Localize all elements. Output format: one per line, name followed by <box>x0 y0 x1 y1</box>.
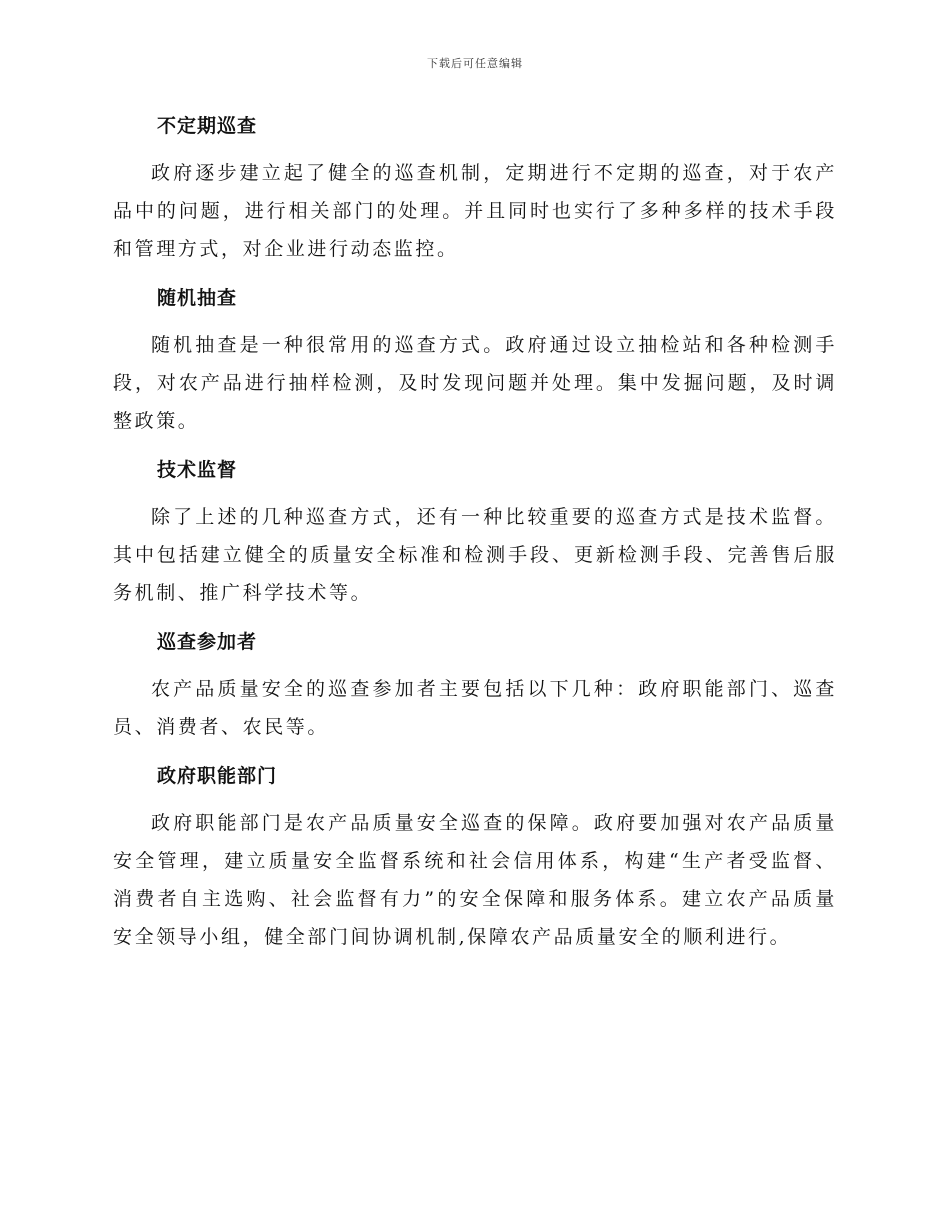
section-paragraph: 随机抽查是一种很常用的巡查方式。政府通过设立抽检站和各种检测手段，对农产品进行抽样检测，及时发现问题并处理。集中发掘问题，及时调整政策。 <box>113 334 837 432</box>
section-paragraph: 政府职能部门是农产品质量安全巡查的保障。政府要加强对农产品质量安全管理，建立质量安全监督系统和社会信用体系，构建“生产者受监督、消费者自主选购、社会监督有力”的安全保障和服务体系。建立农产品质量安全领导小组，健全部门间协调机制,保障农产品质量安全的顺利进行。 <box>113 812 837 948</box>
section-paragraph: 政府逐步建立起了健全的巡查机制，定期进行不定期的巡查，对于农产品中的问题，进行相关部门的处理。并且同时也实行了多种多样的技术手段和管理方式，对企业进行动态监控。 <box>113 162 837 260</box>
section-inspection-participants <box>113 624 837 746</box>
section-irregular-inspection <box>113 108 837 268</box>
section-heading: 技术监督 <box>157 459 238 481</box>
section-paragraph: 除了上述的几种巡查方式，还有一种比较重要的巡查方式是技术监督。其中包括建立健全的质量安全标准和检测手段、更新检测手段、完善售后服务机制、推广科学技术等。 <box>113 506 837 604</box>
section-heading: 不定期巡查 <box>157 115 258 137</box>
section-heading: 政府职能部门 <box>157 765 278 787</box>
page-header: 下载后可任意编辑 <box>427 57 523 70</box>
section-heading: 巡查参加者 <box>157 631 258 653</box>
section-technical-supervision <box>113 452 837 612</box>
section-heading: 随机抽查 <box>157 287 238 309</box>
section-random-check <box>113 280 837 440</box>
section-paragraph: 农产品质量安全的巡查参加者主要包括以下几种：政府职能部门、巡查员、消费者、农民等。 <box>113 678 837 738</box>
document-body <box>113 108 837 968</box>
section-government-departments <box>113 758 837 956</box>
